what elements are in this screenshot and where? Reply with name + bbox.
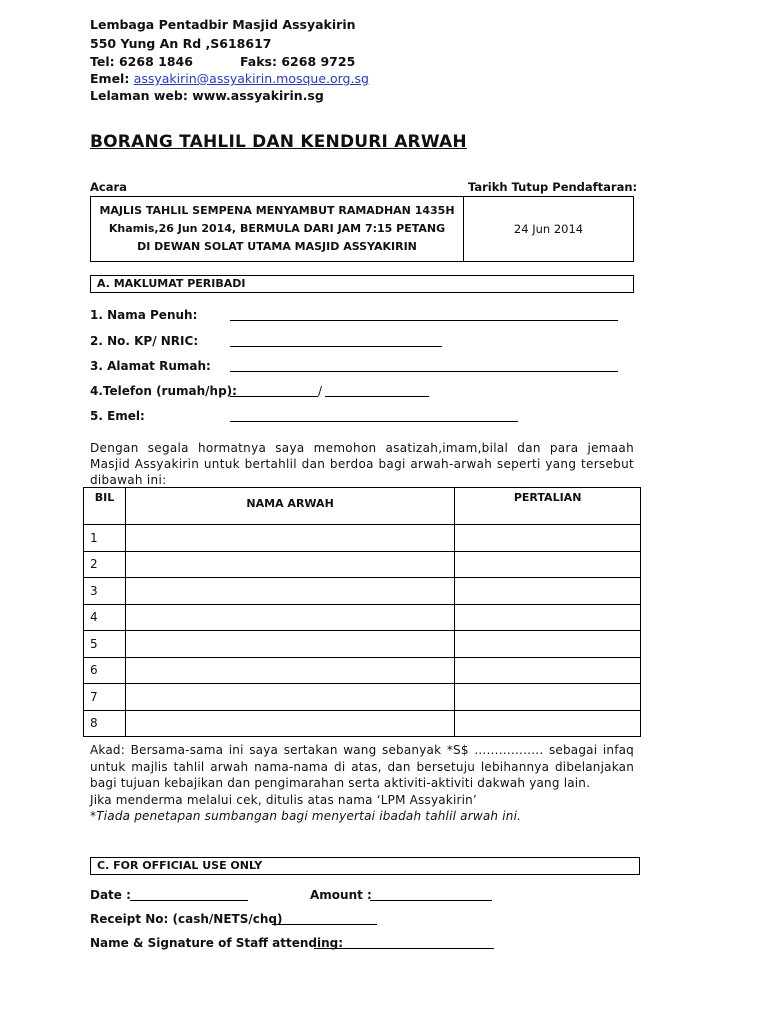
- pertalian-cell[interactable]: [455, 657, 641, 684]
- table-header-row: [84, 488, 641, 525]
- akad-paragraph: Akad: Bersama-sama ini saya sertakan wang sebanyak *S$ …………….. sebagai infaq untuk majlis tahlil arwah nama-nama di atas, dan bersetuju lebihannya dibelanjakan bagi tujuan kebajikan dan pengimarahan serta aktiviti-aktiviti dakwah yang lain.: [90, 743, 634, 790]
- table-row: [84, 578, 641, 605]
- row-number: 7: [84, 684, 126, 711]
- org-address: 550 Yung An Rd ,S618617: [90, 36, 272, 51]
- table-row: [84, 551, 641, 578]
- nama-arwah-cell[interactable]: [125, 578, 454, 605]
- table-row: [84, 710, 641, 737]
- nama-arwah-cell[interactable]: [125, 551, 454, 578]
- form-title: BORANG TAHLIL DAN KENDURI ARWAH: [90, 132, 467, 152]
- pertalian-cell[interactable]: [455, 604, 641, 631]
- nama-arwah-cell[interactable]: [125, 657, 454, 684]
- nama-arwah-cell[interactable]: [125, 631, 454, 658]
- pertalian-cell[interactable]: [455, 551, 641, 578]
- col-header-bil: BIL: [84, 488, 126, 525]
- row-number: 1: [84, 525, 126, 552]
- row-number: 6: [84, 657, 126, 684]
- org-tel: Tel: 6268 1846: [90, 54, 193, 69]
- event-line: Khamis,26 Jun 2014, BERMULA DARI JAM 7:15 PETANG: [108, 222, 446, 235]
- receipt-label: Receipt No: (cash/NETS/chq): [90, 912, 283, 926]
- phone-home-line[interactable]: [230, 396, 318, 397]
- amount-line[interactable]: [370, 900, 492, 901]
- date-line[interactable]: [130, 900, 248, 901]
- table-row: [84, 604, 641, 631]
- row-number: 5: [84, 631, 126, 658]
- section-a-header: A. MAKLUMAT PERIBADI: [90, 275, 634, 293]
- nama-arwah-cell[interactable]: [125, 684, 454, 711]
- table-row: [84, 657, 641, 684]
- col-header-pertalian: PERTALIAN: [455, 488, 641, 525]
- pertalian-cell[interactable]: [455, 578, 641, 605]
- table-row: [84, 684, 641, 711]
- email-field-label: 5. Emel:: [90, 409, 145, 423]
- date-label: Date :: [90, 888, 131, 902]
- email-link[interactable]: assyakirin@assyakirin.mosque.org.sg: [133, 71, 369, 86]
- address-label: 3. Alamat Rumah:: [90, 359, 211, 373]
- event-description: [91, 197, 464, 261]
- deadline-label: Tarikh Tutup Pendaftaran:: [468, 180, 638, 194]
- nric-line[interactable]: [230, 346, 442, 347]
- event-line: MAJLIS TAHLIL SEMPENA MENYAMBUT RAMADHAN 1435H: [99, 204, 455, 217]
- table-row: [84, 525, 641, 552]
- event-label: Acara: [90, 180, 127, 194]
- akad-block: [90, 742, 634, 825]
- address-line[interactable]: [230, 371, 618, 372]
- pertalian-cell[interactable]: [455, 684, 641, 711]
- pertalian-cell[interactable]: [455, 631, 641, 658]
- row-number: 2: [84, 551, 126, 578]
- receipt-line[interactable]: [272, 924, 377, 925]
- pertalian-cell[interactable]: [455, 710, 641, 737]
- col-header-nama-arwah: NAMA ARWAH: [125, 488, 454, 525]
- org-fax: Faks: 6268 9725: [240, 54, 356, 69]
- org-website: Lelaman web: www.assyakirin.sg: [90, 88, 324, 103]
- email-line[interactable]: [230, 421, 518, 422]
- event-line: DI DEWAN SOLAT UTAMA MASJID ASSYAKIRIN: [137, 240, 417, 253]
- table-row: [84, 631, 641, 658]
- event-box: [90, 196, 634, 262]
- org-name: Lembaga Pentadbir Masjid Assyakirin: [90, 17, 356, 32]
- nama-arwah-cell[interactable]: [125, 525, 454, 552]
- nama-arwah-cell[interactable]: [125, 710, 454, 737]
- phone-mobile-line[interactable]: [325, 396, 429, 397]
- nric-label: 2. No. KP/ NRIC:: [90, 334, 199, 348]
- row-number: 3: [84, 578, 126, 605]
- name-line[interactable]: [230, 320, 618, 321]
- pertalian-cell[interactable]: [455, 525, 641, 552]
- email-label: Emel:: [90, 71, 134, 86]
- phone-separator: /: [318, 384, 323, 398]
- name-label: 1. Nama Penuh:: [90, 308, 198, 322]
- org-email-row: [90, 70, 369, 87]
- amount-label: Amount :: [310, 888, 372, 902]
- nama-arwah-cell[interactable]: [125, 604, 454, 631]
- section-c-header: C. FOR OFFICIAL USE ONLY: [90, 857, 640, 875]
- phone-label: 4.Telefon (rumah/hp):: [90, 384, 237, 398]
- request-paragraph: Dengan segala hormatnya saya memohon asatizah,imam,bilal dan para jemaah Masjid Assyakirin untuk bertahlil dan berdoa bagi arwah-arwah seperti yang tersebut dibawah ini:: [90, 441, 634, 487]
- staff-line[interactable]: [314, 948, 494, 949]
- row-number: 8: [84, 710, 126, 737]
- deadline-value: 24 Jun 2014: [513, 222, 584, 236]
- cheque-note: Jika menderma melalui cek, ditulis atas nama ‘LPM Assyakirin’: [90, 792, 477, 807]
- contribution-note: *Tiada penetapan sumbangan bagi menyertai ibadah tahlil arwah ini.: [90, 809, 522, 823]
- arwah-table: [83, 487, 641, 737]
- staff-label: Name & Signature of Staff attending:: [90, 936, 344, 950]
- row-number: 4: [84, 604, 126, 631]
